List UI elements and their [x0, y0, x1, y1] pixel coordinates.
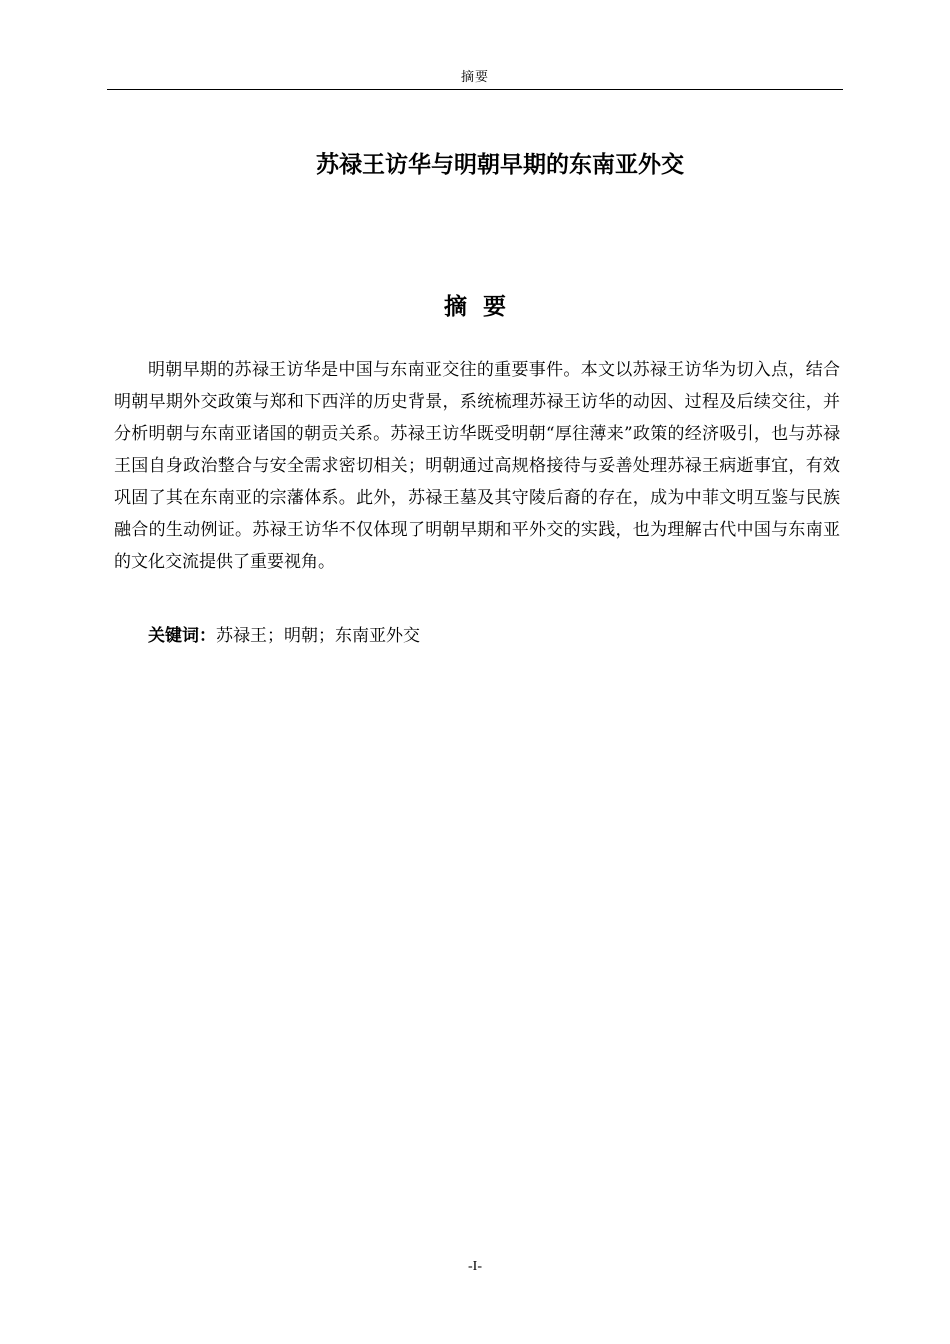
abstract-body: 明朝早期的苏禄王访华是中国与东南亚交往的重要事件。本文以苏禄王访华为切入点，结合明朝早期外交政策与郑和下西洋的历史背景，系统梳理苏禄王访华的动因、过程及后续交往，并分析明朝与东南亚诸国的朝贡关系。苏禄王访华既受明朝“厚往薄来”政策的经济吸引，也与苏禄王国自身政治整合与安全需求密切相关；明朝通过高规格接待与妥善处理苏禄王病逝事宜，有效巩固了其在东南亚的宗藩体系。此外，苏禄王墓及其守陵后裔的存在，成为中菲文明互鉴与民族融合的生动例证。苏禄王访华不仅体现了明朝早期和平外交的实践，也为理解古代中国与东南亚的文化交流提供了重要视角。: [114, 360, 840, 572]
paper-title: 苏禄王访华与明朝早期的东南亚外交: [316, 152, 684, 178]
page-number: -I-: [468, 1259, 482, 1274]
running-header: 摘要: [460, 70, 489, 85]
keywords-line: [148, 620, 838, 652]
header-rule: [107, 89, 843, 90]
keywords-label: 关键词：: [148, 626, 216, 646]
keywords-value: 苏禄王；明朝；东南亚外交: [216, 626, 420, 646]
abstract-heading: 摘要: [444, 294, 522, 320]
